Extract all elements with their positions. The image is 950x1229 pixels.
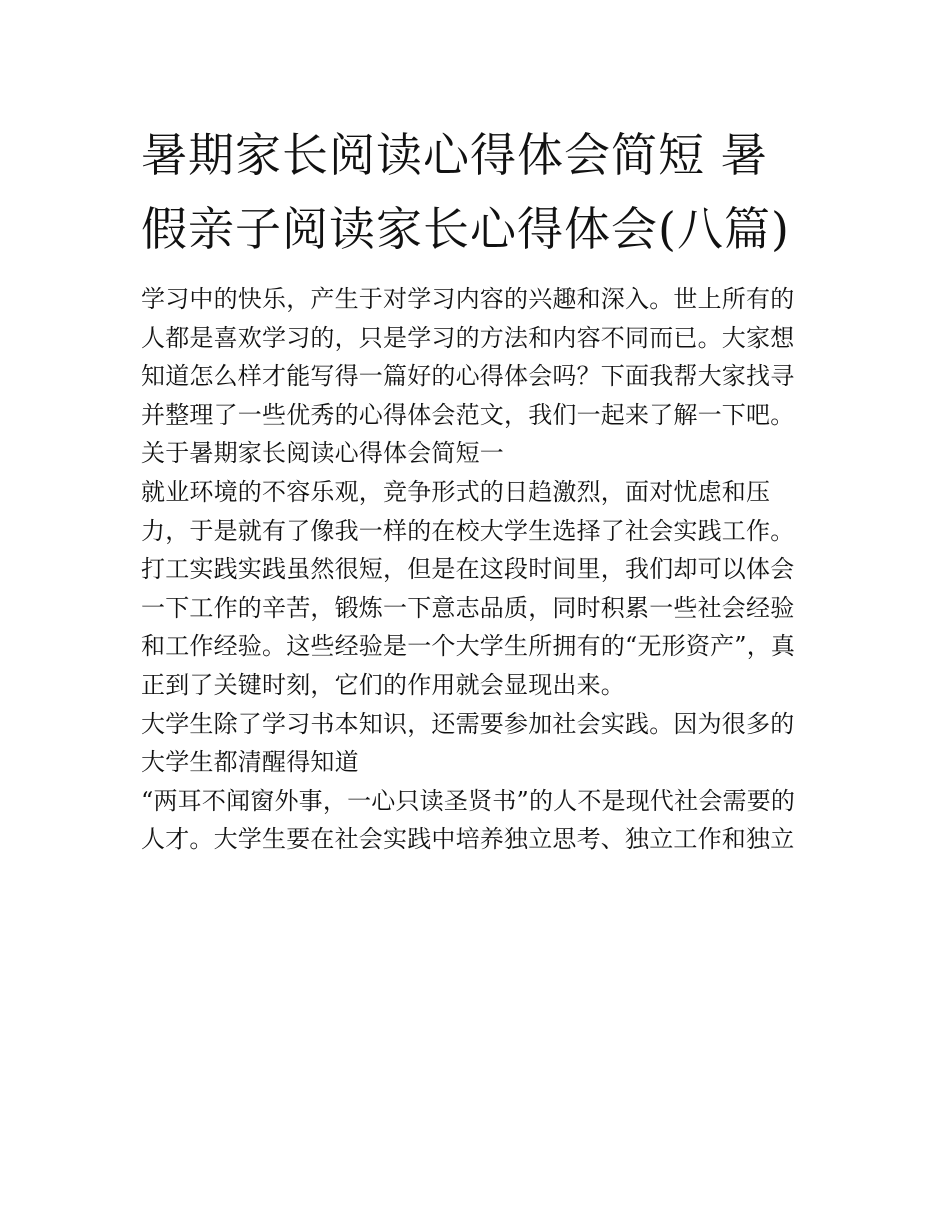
document-title: 暑期家长阅读心得体会简短 暑假亲子阅读家长心得体会(八篇)	[141, 128, 790, 256]
text-line: 和工作经验。这些经验是一个大学生所拥有的“无形资产”，真	[141, 632, 796, 661]
paragraph-intro	[141, 280, 813, 434]
text-line: 力，于是就有了像我一样的在校大学生选择了社会实践工作。	[141, 516, 795, 545]
text-line: “两耳不闻窗外事，一心只读圣贤书”的人不是现代社会需要的	[141, 786, 796, 815]
text-line: 大学生都清醒得知道	[141, 748, 359, 777]
text-line: 并整理了一些优秀的心得体会范文，我们一起来了解一下吧。	[141, 400, 795, 429]
paragraph-talent	[141, 782, 813, 859]
text-line: 人都是喜欢学习的，只是学习的方法和内容不同而已。大家想	[141, 323, 795, 352]
text-line: 打工实践实践虽然很短，但是在这段时间里，我们却可以体会	[141, 555, 795, 584]
text-line: 学习中的快乐，产生于对学习内容的兴趣和深入。世上所有的	[141, 285, 795, 313]
text-line: 大学生除了学习书本知识，还需要参加社会实践。因为很多的	[141, 709, 795, 738]
text-line: 人才。大学生要在社会实践中培养独立思考、独立工作和独立	[141, 825, 795, 854]
section-heading	[141, 434, 813, 473]
text-line: 关于暑期家长阅读心得体会简短一	[141, 439, 504, 468]
document-page	[141, 118, 813, 859]
paragraph-practice	[141, 705, 813, 782]
text-line: 就业环境的不容乐观，竞争形式的日趋激烈，面对忧虑和压	[141, 477, 771, 506]
text-line: 知道怎么样才能写得一篇好的心得体会吗？下面我帮大家找寻	[141, 362, 795, 391]
text-line: 正到了关键时刻，它们的作用就会显现出来。	[141, 670, 625, 699]
document-body	[141, 280, 813, 859]
text-line: 一下工作的辛苦，锻炼一下意志品质，同时积累一些社会经验	[141, 593, 795, 622]
paragraph-employment	[141, 473, 813, 705]
